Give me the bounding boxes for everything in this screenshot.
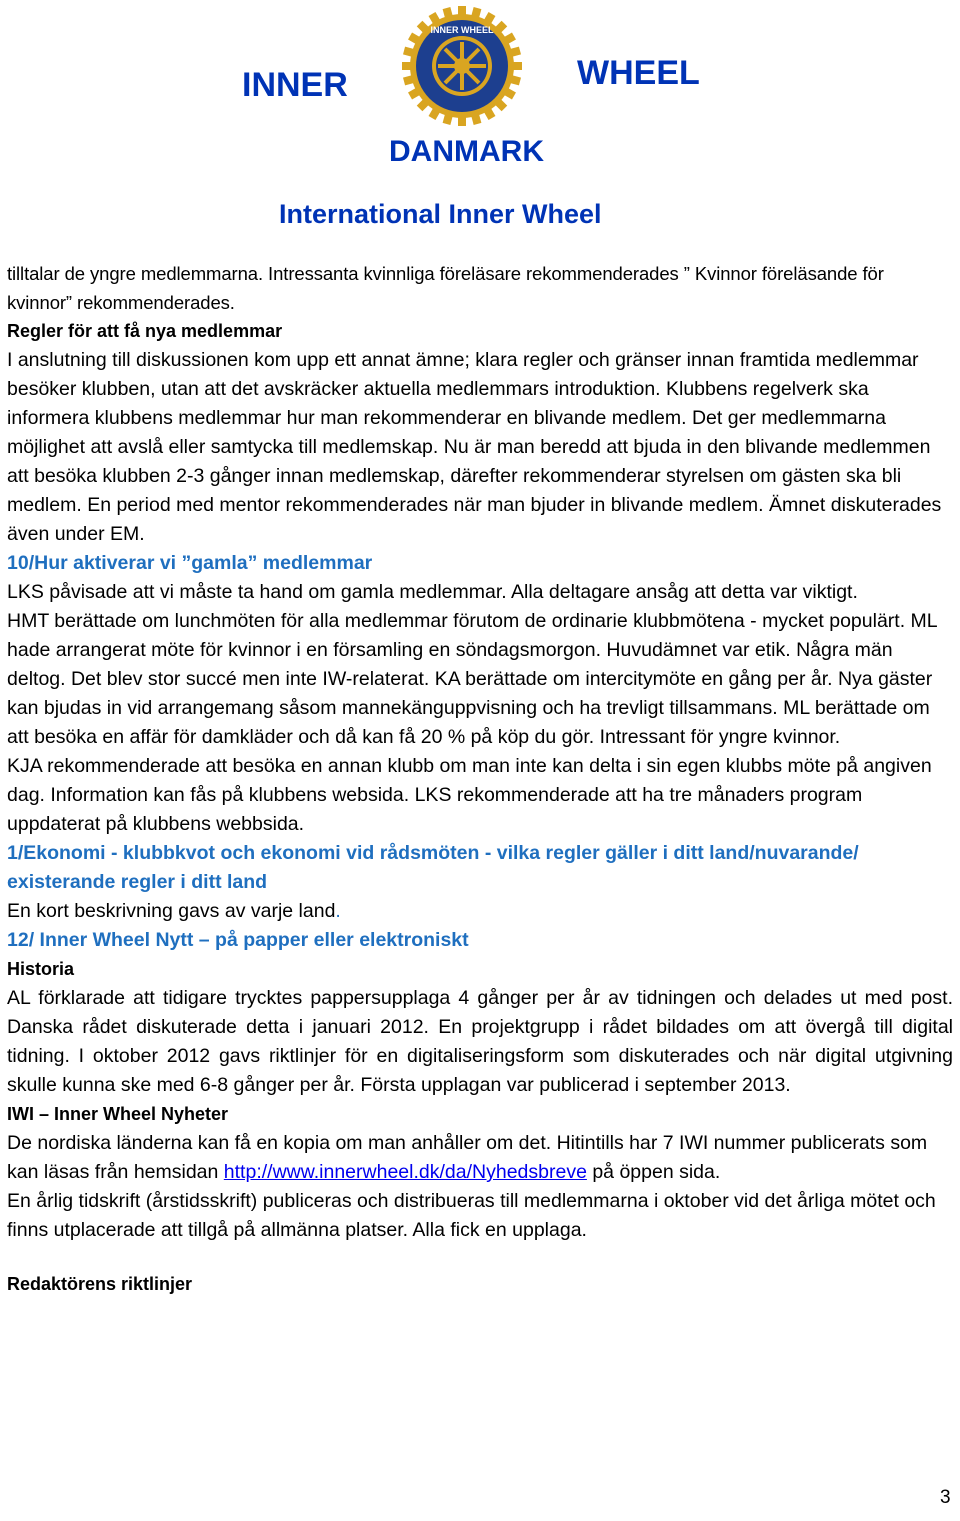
- paragraph: [7, 897, 953, 926]
- logo-gear-tooth: [458, 6, 466, 18]
- spacer: [7, 1245, 953, 1270]
- paragraph: HMT berättade om lunchmöten för alla medlemmar förutom de ordinarie klubbmötena - mycket populärt. ML hade arrangerat möte för kvinnor i en församling en söndagsmorgon. Huvudämnet var etik. Några män deltog. Det blev stor succé men inte IW-relaterat. KA berättade om intercitymöte en gång per år. Nya gäster kan bjudas in vid arrangemang såsom mannekänguppvisning och ha trevligt tillsammans. ML berättade om att besöka en affär för damkläder och då kan få 20 % på köp du gör. Intressant för yngre kvinnor.: [7, 610, 937, 748]
- logo-gear-tooth: [510, 62, 522, 70]
- paragraph: KJA rekommenderade att besöka en annan klubb om man inte kan delta i sin egen klubbs möte på angiven dag. Information kan fås på klubbens websida. LKS rekommenderade att ha tre månaders program uppdaterat på klubbens webbsida.: [7, 755, 932, 835]
- section-heading: 1/Ekonomi - klubbkvot och ekonomi vid rådsmöten - vilka regler gäller i ditt land/nuvarande/ existerande regler i ditt land: [7, 842, 859, 893]
- header-country: DANMARK: [389, 135, 544, 168]
- paragraph-text: .: [335, 900, 341, 922]
- paragraph: tilltalar de yngre medlemmarna. Intressanta kvinnliga föreläsare rekommenderades ” Kvinnor föreläsande för kvinnor” rekommenderades.: [7, 263, 884, 313]
- header-wheel-word: WHEEL: [577, 54, 700, 92]
- paragraph-text: på öppen sida.: [586, 1161, 721, 1183]
- paragraph: AL förklarade att tidigare trycktes pappersupplaga 4 gånger per år av tidningen och delades ut med post. Danska rådet diskuterade detta i januari 2012. En projektgrupp i rådet bildades om att övergå till digital tidning. I oktober 2012 gavs riktlinjer för en digitaliseringsform som diskuterades och när digital utgivning skulle kunna ske med 6-8 gånger per år. Första upplagan var publicerad i september 2013.: [7, 987, 953, 1096]
- logo-gear-tooth: [458, 114, 466, 126]
- paragraph-text: De nordiska länderna kan få en kopia om man anhåller om det. Hitintills har 7 IWI nummer publicerats som kan läsas från hemsidan: [7, 1132, 928, 1183]
- paragraph: [7, 1129, 953, 1187]
- section-heading: 10/Hur aktiverar vi ”gamla” medlemmar: [7, 552, 373, 574]
- inner-wheel-logo: [398, 2, 526, 130]
- section-heading: IWI – Inner Wheel Nyheter: [7, 1104, 229, 1124]
- newsletter-link[interactable]: http://www.innerwheel.dk/da/Nyhedsbreve: [223, 1161, 587, 1183]
- document-body: [7, 259, 953, 1299]
- logo-gear-tooth: [402, 62, 414, 70]
- paragraph-text: En kort beskrivning gavs av varje land: [7, 900, 336, 922]
- section-heading: Redaktörens riktlinjer: [7, 1274, 193, 1294]
- paragraph: I anslutning till diskussionen kom upp ett annat ämne; klara regler och gränser innan framtida medlemmar besöker klubben, utan att det avskräcker aktuella medlemmars introduktion. Klubbens regelverk ska informera klubbens medlemmar hur man rekommenderar en blivande medlem. Det ger medlemmarna möjlighet att avslå eller samtycka till medlemskap. Nu är man beredd att bjuda in den blivande medlemmen att besöka klubben 2-3 gånger innan medlemskap, därefter rekommenderar styrelsen om gästen ska bli medlem. En period med mentor rekommenderades när man bjuder in blivande medlem. Ämnet diskuterades även under EM.: [7, 349, 942, 545]
- header-org-name: International Inner Wheel: [279, 199, 602, 229]
- section-heading: Historia: [7, 959, 75, 979]
- section-heading: Regler för att få nya medlemmar: [7, 321, 283, 341]
- paragraph: En årlig tidskrift (årstidsskrift) publiceras och distribueras till medlemmarna i oktober vid det årliga mötet och finns utplacerade att tillgå på allmänna platser. Alla fick en upplaga.: [7, 1190, 936, 1241]
- header-inner-word: INNER: [242, 66, 348, 104]
- paragraph: LKS påvisade att vi måste ta hand om gamla medlemmar. Alla deltagare ansåg att detta var viktigt.: [7, 581, 858, 603]
- page-number: 3: [940, 1487, 951, 1508]
- logo-ring-text: INNER WHEEL: [430, 25, 494, 35]
- section-heading: 12/ Inner Wheel Nytt – på papper eller elektroniskt: [7, 929, 469, 951]
